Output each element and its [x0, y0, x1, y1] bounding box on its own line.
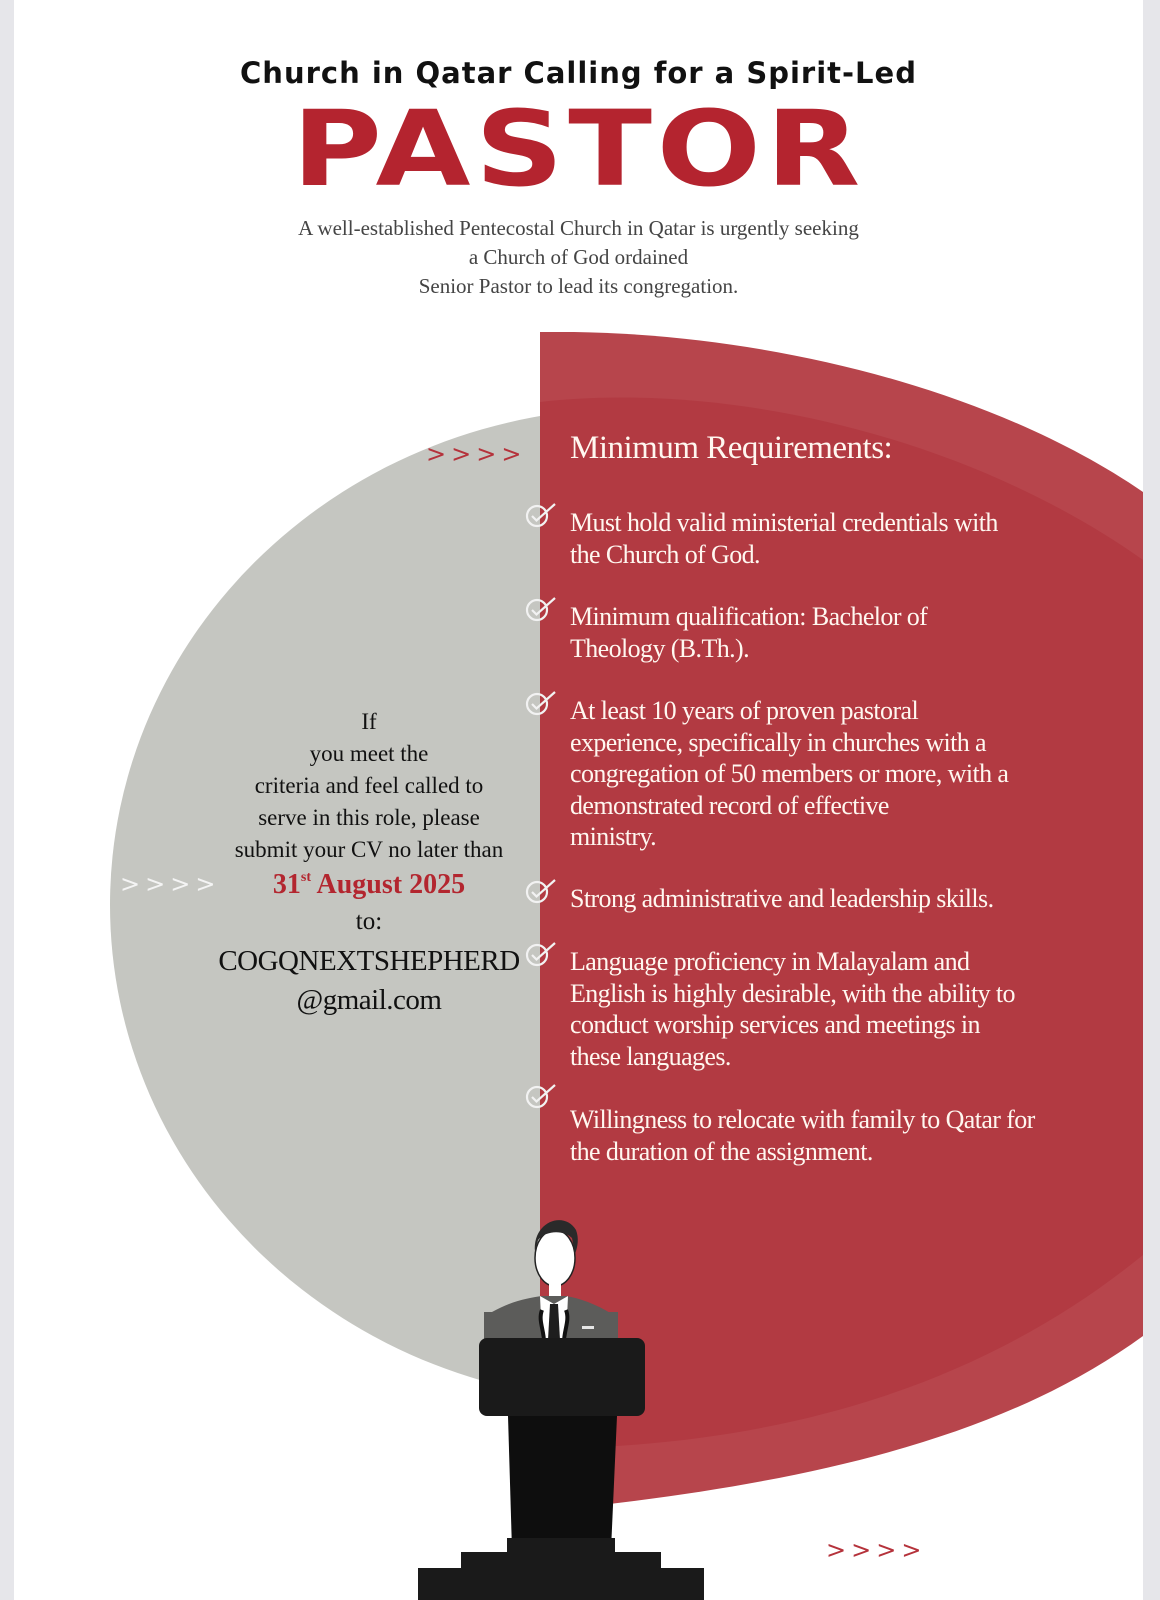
deadline-month-year: August 2025: [311, 869, 466, 900]
check-circle-icon: [524, 1082, 558, 1110]
deadline-day: 31: [272, 869, 301, 900]
requirement-line: the Church of God.: [570, 539, 760, 569]
check-circle-icon: [524, 595, 558, 623]
intro-text: [14, 214, 1143, 301]
headline: Church in Qatar Calling for a Spirit-Led: [240, 56, 917, 90]
requirement-line: demonstrated record of effective: [570, 790, 889, 820]
requirement-line: these languages.: [570, 1041, 731, 1071]
cta-line: serve in this role, please: [258, 805, 480, 830]
head: [535, 1230, 575, 1286]
cta-line: submit your CV no later than: [234, 837, 504, 862]
podium-top: [479, 1338, 645, 1416]
cta-line: criteria and feel called to: [254, 773, 484, 798]
email-line[interactable]: @gmail.com: [296, 984, 442, 1016]
intro-line: Senior Pastor to lead its congregation.: [418, 274, 739, 298]
chevrons-right-icon: >>>>: [426, 440, 527, 468]
check-circle-icon: [524, 501, 558, 529]
requirement-line: At least 10 years of proven pastoral: [570, 696, 919, 725]
call-to-action: [164, 706, 574, 866]
requirement-line: ministry.: [570, 822, 657, 851]
contact-email[interactable]: [154, 942, 584, 1020]
requirement-line: the duration of the assignment.: [570, 1136, 873, 1166]
pastor-at-podium-illustration: [404, 1200, 704, 1600]
requirement-line: Theology (B.Th.).: [570, 633, 749, 663]
poster-title: PASTOR: [292, 88, 865, 210]
requirement-line: Minimum qualification: Bachelor of: [570, 602, 928, 631]
requirement-line: experience, specifically in churches with a: [570, 727, 986, 757]
requirement-line: congregation of 50 members or more, with a: [570, 759, 1009, 788]
to-label: to:: [355, 908, 383, 935]
requirement-line: Strong administrative and leadership skills.: [570, 884, 994, 913]
poster-page: [14, 0, 1143, 1600]
requirement-line: Must hold valid ministerial credentials with: [570, 508, 998, 537]
email-line[interactable]: COGQNEXTSHEPHERD: [218, 945, 520, 977]
requirement-line: Language proficiency in Malayalam and: [570, 947, 970, 976]
cta-line: If: [361, 709, 377, 734]
intro-line: a Church of God ordained: [468, 245, 689, 269]
deadline-suffix: st: [300, 870, 312, 885]
deadline-date: [164, 869, 574, 901]
podium-stand: [508, 1416, 617, 1550]
requirement-line: Willingness to relocate with family to Qatar for: [570, 1105, 1035, 1134]
requirement-line: conduct worship services and meetings in: [570, 1010, 980, 1039]
chevrons-right-icon: >>>>: [120, 870, 221, 898]
cta-line: you meet the: [309, 741, 429, 766]
intro-line: A well-established Pentecostal Church in Qatar is urgently seeking: [298, 216, 859, 240]
requirement-line: English is highly desirable, with the ability to: [570, 978, 1015, 1008]
requirements-heading: Minimum Requirements:: [570, 430, 893, 466]
chevrons-right-icon: >>>>: [826, 1536, 927, 1564]
